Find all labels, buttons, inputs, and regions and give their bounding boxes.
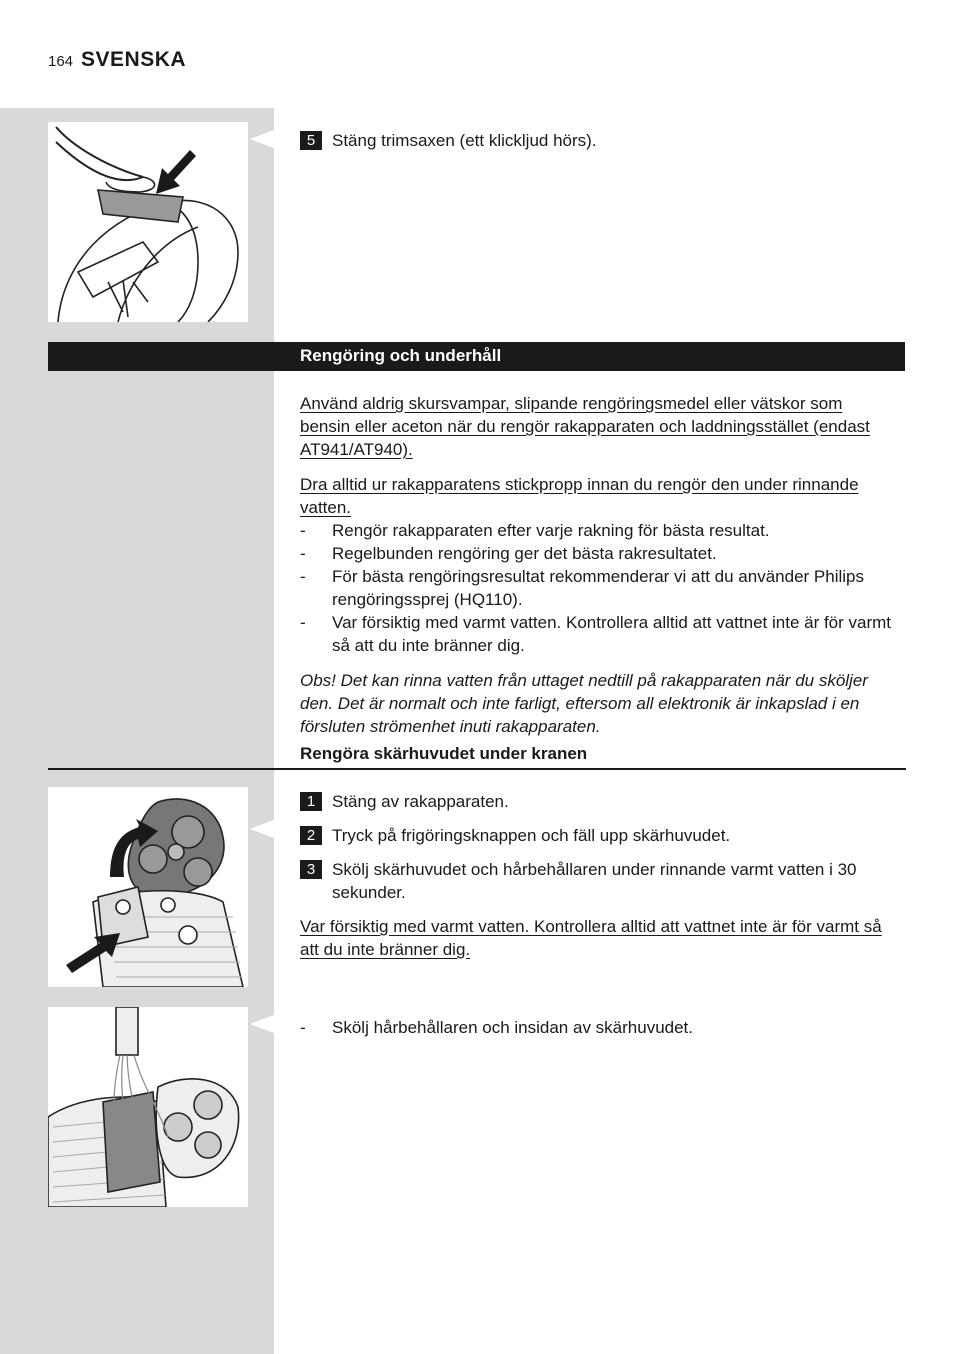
step-number-badge: 2 — [300, 826, 322, 845]
step-item — [300, 858, 892, 904]
rinse-tips-list — [300, 1016, 892, 1039]
warning-unplug: Dra alltid ur rakapparatens stickpropp innan du rengör den under rinnande vatten. — [300, 475, 859, 517]
step-item — [300, 129, 892, 152]
list-item: - Rengör rakapparaten efter varje rakning för bästa resultat. — [300, 519, 892, 542]
trimmer-close-illustration — [48, 122, 248, 322]
list-item: - För bästa rengöringsresultat rekommenderar vi att du använder Philips rengöringssprej (HQ110). — [300, 565, 892, 611]
section-banner — [48, 342, 905, 371]
step-text: Stäng trimsaxen (ett klickljud hörs). — [332, 131, 597, 150]
rinse-under-tap-drawing — [48, 1007, 248, 1207]
illustration-pointer — [250, 1015, 274, 1033]
section-title: Rengöring och underhåll — [300, 346, 502, 365]
step-text: Tryck på frigöringsknappen och fäll upp skärhuvudet. — [332, 826, 731, 845]
step-number-badge: 5 — [300, 131, 322, 150]
step-item — [300, 790, 892, 813]
shaving-head-open-illustration — [48, 787, 248, 987]
section-name: SVENSKA — [81, 48, 187, 71]
illustration-pointer — [250, 130, 274, 148]
page-header — [48, 48, 186, 74]
section-divider — [48, 768, 906, 770]
subheading-rinse: Rengöra skärhuvudet under kranen — [300, 744, 588, 763]
step-item — [300, 824, 892, 847]
rinse-steps-block — [300, 790, 892, 961]
illustration-pointer — [250, 820, 274, 838]
step-number-badge: 1 — [300, 792, 322, 811]
warning-abrasives: Använd aldrig skursvampar, slipande rengöringsmedel eller vätskor som bensin eller aceton när du rengör rakapparaten och laddningsstället (endast AT941/AT940). — [300, 394, 870, 459]
rinse-under-tap-illustration — [48, 1007, 248, 1207]
cleaning-tips-list — [300, 519, 892, 657]
step-text: Stäng av rakapparaten. — [332, 792, 509, 811]
list-item: - Var försiktig med varmt vatten. Kontrollera alltid att vattnet inte är för varmt så att du inte bränner dig. — [300, 611, 892, 657]
cleaning-intro — [300, 392, 892, 738]
list-item: - Skölj hårbehållaren och insidan av skärhuvudet. — [300, 1016, 892, 1039]
trimmer-close-drawing — [48, 122, 248, 322]
water-note: Obs! Det kan rinna vatten från uttaget nedtill på rakapparaten när du sköljer den. Det är normalt och inte farligt, eftersom all elektronik är inkapslad i en försluten strömenhet inuti rakapparaten. — [300, 671, 868, 736]
step-text: Skölj skärhuvudet och hårbehållaren under rinnande varmt vatten i 30 sekunder. — [332, 860, 857, 902]
page-number: 164 — [48, 53, 74, 70]
shaving-head-open-drawing — [48, 787, 248, 987]
rinse-tip-block — [300, 1016, 892, 1039]
list-item: - Regelbunden rengöring ger det bästa rakresultatet. — [300, 542, 892, 565]
step-number-badge: 3 — [300, 860, 322, 879]
top-step-block — [300, 129, 892, 152]
warning-hot-water: Var försiktig med varmt vatten. Kontrollera alltid att vattnet inte är för varmt så att du inte bränner dig. — [300, 917, 882, 959]
